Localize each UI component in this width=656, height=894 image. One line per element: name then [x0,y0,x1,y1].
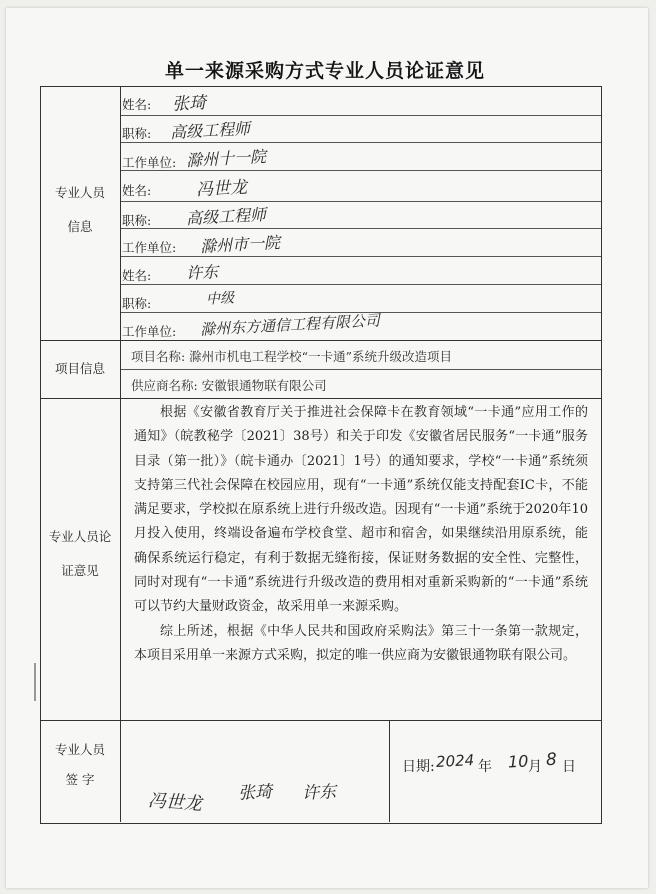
signature: 冯世龙 [147,790,203,815]
field-label-name: 姓名: [122,183,152,198]
signature-label: 专业人员 签 字 [54,742,105,787]
field-value-title: 中级 [205,290,235,308]
field-label-name: 姓名: [122,268,152,283]
row-separator [40,340,601,341]
project-name: 项目名称: 滁州市机电工程学校“一卡通”系统升级改造项目 [131,349,452,364]
field-value-workplace: 滁州东方通信工程有限公司 [199,311,381,339]
row-separator [121,142,601,143]
project-info-label: 项目信息 [54,361,105,376]
date-day-unit: 日 [562,759,576,775]
date-month: 10 [507,751,529,772]
date-day: 8 [545,749,558,771]
opinion-label: 专业人员论 证意见 [48,529,112,578]
opinion-text [134,401,588,668]
row-separator [40,398,601,399]
row-separator [121,284,601,285]
expert-info-label: 专业人员 信息 [54,185,105,234]
field-label-workplace: 工作单位: [122,155,177,170]
column-divider [120,86,121,822]
row-separator [121,115,601,116]
field-label-title: 职称: [122,126,152,141]
date-cell-divider [389,720,390,822]
field-label-name: 姓名: [122,97,152,112]
field-value-name: 冯世龙 [195,177,248,201]
field-value-name: 许东 [185,262,219,283]
field-value-title: 高级工程师 [185,204,267,229]
margin-mark [34,663,36,701]
document-title: 单一来源采购方式专业人员论证意见 [164,60,485,82]
date-year: 2024 [435,751,475,771]
field-label-workplace: 工作单位: [122,324,177,339]
date-year-unit: 年 [478,759,492,775]
signature: 张琦 [237,782,273,804]
row-separator [121,201,601,202]
date-label: 日期: [402,759,435,775]
field-value-title: 高级工程师 [169,118,251,143]
field-label-title: 职称: [122,213,152,228]
field-value-name: 张琦 [171,93,207,115]
field-label-title: 职称: [122,296,152,311]
field-label-workplace: 工作单位: [122,240,177,255]
row-separator [40,720,601,721]
row-separator [121,369,601,370]
opinion-paragraph: 根据《安徽省教育厅关于推进社会保障卡在教育领域“一卡通”应用工作的通知》（皖教秘学〔2021〕38号）和关于印发《安徽省居民服务“一卡通”服务目录（第一批）》（皖卡通办〔2021〕1号）的通知要求，学校“一卡通”系统须支持第三代社会保障在校园应用，现有“一卡通”系统仅能支持配套IC卡，不能满足要求，学校拟在原系统上进行升级改造。因现有“一卡通”系统于2020年10月投入使用，终端设备遍布学校食堂、超市和宿舍，如果继续沿用原系统，能确保系统运行稳定，有利于数据无缝衔接，保证财务数据的安全性、完整性，同时对现有“一卡通”系统进行升级改造的费用相对重新采购新的“一卡通”系统可以节约大量财政资金，故采用单一来源采购。 [134,405,588,615]
date-month-unit: 月 [528,759,542,775]
row-separator [121,256,601,257]
opinion-paragraph: 综上所述，根据《中华人民共和国政府采购法》第三十一条第一款规定，本项目采用单一来源方式采购，拟定的唯一供应商为安徽银通物联有限公司。 [134,623,588,663]
supplier-name: 供应商名称: 安徽银通物联有限公司 [131,378,327,393]
field-value-workplace: 滁州十一院 [185,146,267,171]
signature: 许东 [301,782,337,804]
field-value-workplace: 滁州市一院 [199,232,281,257]
